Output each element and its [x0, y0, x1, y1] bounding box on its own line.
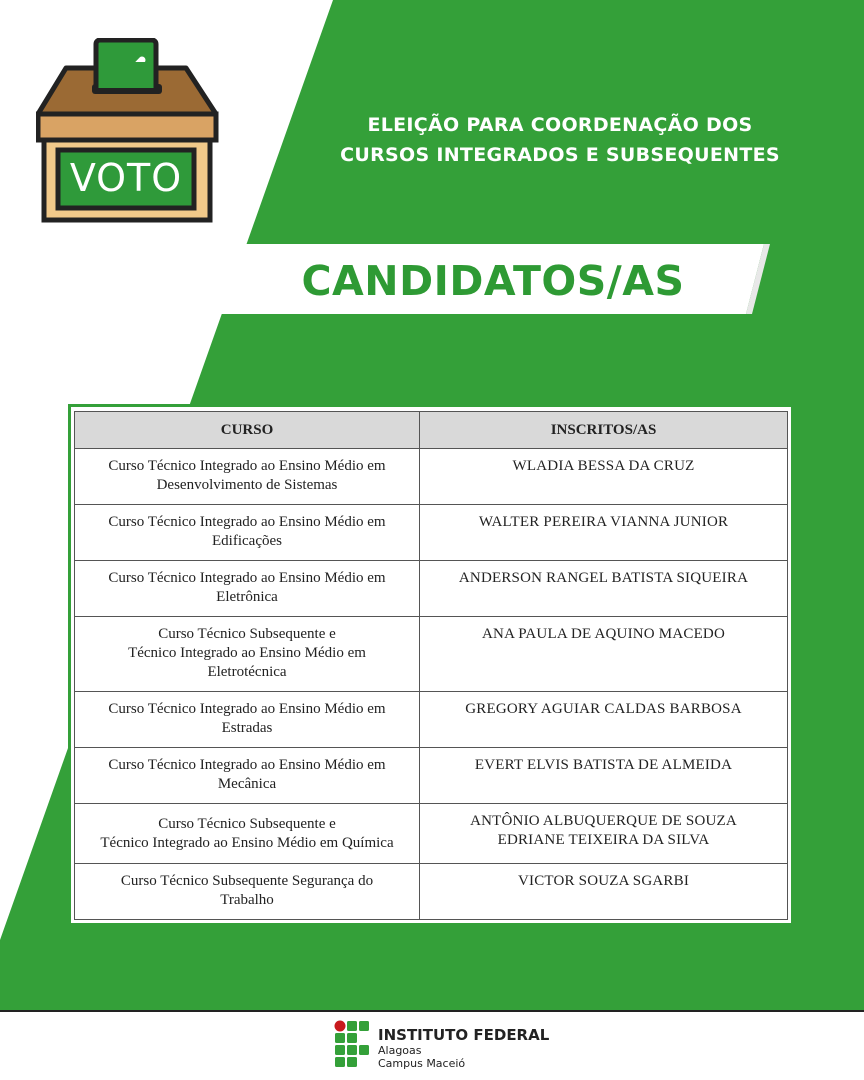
course-cell: Curso Técnico Integrado ao Ensino Médio em Estradas [75, 692, 420, 748]
table-row [75, 505, 788, 561]
institution-title: INSTITUTO FEDERAL [378, 1026, 550, 1044]
course-cell: Curso Técnico Integrado ao Ensino Médio em Desenvolvimento de Sistemas [75, 449, 420, 505]
footer-divider [0, 1010, 864, 1012]
candidate-cell: GREGORY AGUIAR CALDAS BARBOSA [420, 692, 788, 748]
if-logo-icon [334, 1020, 370, 1070]
institution-name [378, 1026, 549, 1070]
candidate-cell: ANA PAULA DE AQUINO MACEDO [420, 617, 788, 692]
candidates-table-container [68, 404, 794, 926]
candidate-cell: WALTER PEREIRA VIANNA JUNIOR [420, 505, 788, 561]
header-candidates: INSCRITOS/AS [420, 412, 788, 449]
course-cell: Curso Técnico Subsequente Segurança do Trabalho [75, 864, 420, 920]
header-course: CURSO [75, 412, 420, 449]
table-row [75, 804, 788, 864]
candidates-table [74, 411, 788, 920]
candidate-cell: WLADIA BESSA DA CRUZ [420, 449, 788, 505]
table-row [75, 748, 788, 804]
candidate-cell: ANDERSON RANGEL BATISTA SIQUEIRA [420, 561, 788, 617]
candidate-cell: EVERT ELVIS BATISTA DE ALMEIDA [420, 748, 788, 804]
candidate-cell: VICTOR SOUZA SGARBI [420, 864, 788, 920]
course-cell: Curso Técnico Subsequente e Técnico Integrado ao Ensino Médio em Eletrotécnica [75, 617, 420, 692]
candidate-cell: ANTÔNIO ALBUQUERQUE DE SOUZA EDRIANE TEIXEIRA DA SILVA [420, 804, 788, 864]
table-row [75, 561, 788, 617]
course-cell: Curso Técnico Integrado ao Ensino Médio em Mecânica [75, 748, 420, 804]
course-cell: Curso Técnico Integrado ao Ensino Médio em Eletrônica [75, 561, 420, 617]
table-row [75, 864, 788, 920]
institution-campus: Campus Maceió [378, 1057, 466, 1070]
table-row [75, 449, 788, 505]
table-header-row [75, 412, 788, 449]
ballot-label: VOTO [69, 156, 183, 200]
table-row [75, 617, 788, 692]
title-line-2: CURSOS INTEGRADOS E SUBSEQUENTES [340, 144, 780, 166]
page-title [300, 110, 820, 170]
institution-state: Alagoas [378, 1044, 422, 1057]
candidates-banner: CANDIDATOS/AS [301, 257, 685, 305]
title-line-1: ELEIÇÃO PARA COORDENAÇÃO DOS [367, 114, 753, 136]
course-cell: Curso Técnico Integrado ao Ensino Médio em Edificações [75, 505, 420, 561]
course-cell: Curso Técnico Subsequente e Técnico Integrado ao Ensino Médio em Química [75, 804, 420, 864]
table-row [75, 692, 788, 748]
